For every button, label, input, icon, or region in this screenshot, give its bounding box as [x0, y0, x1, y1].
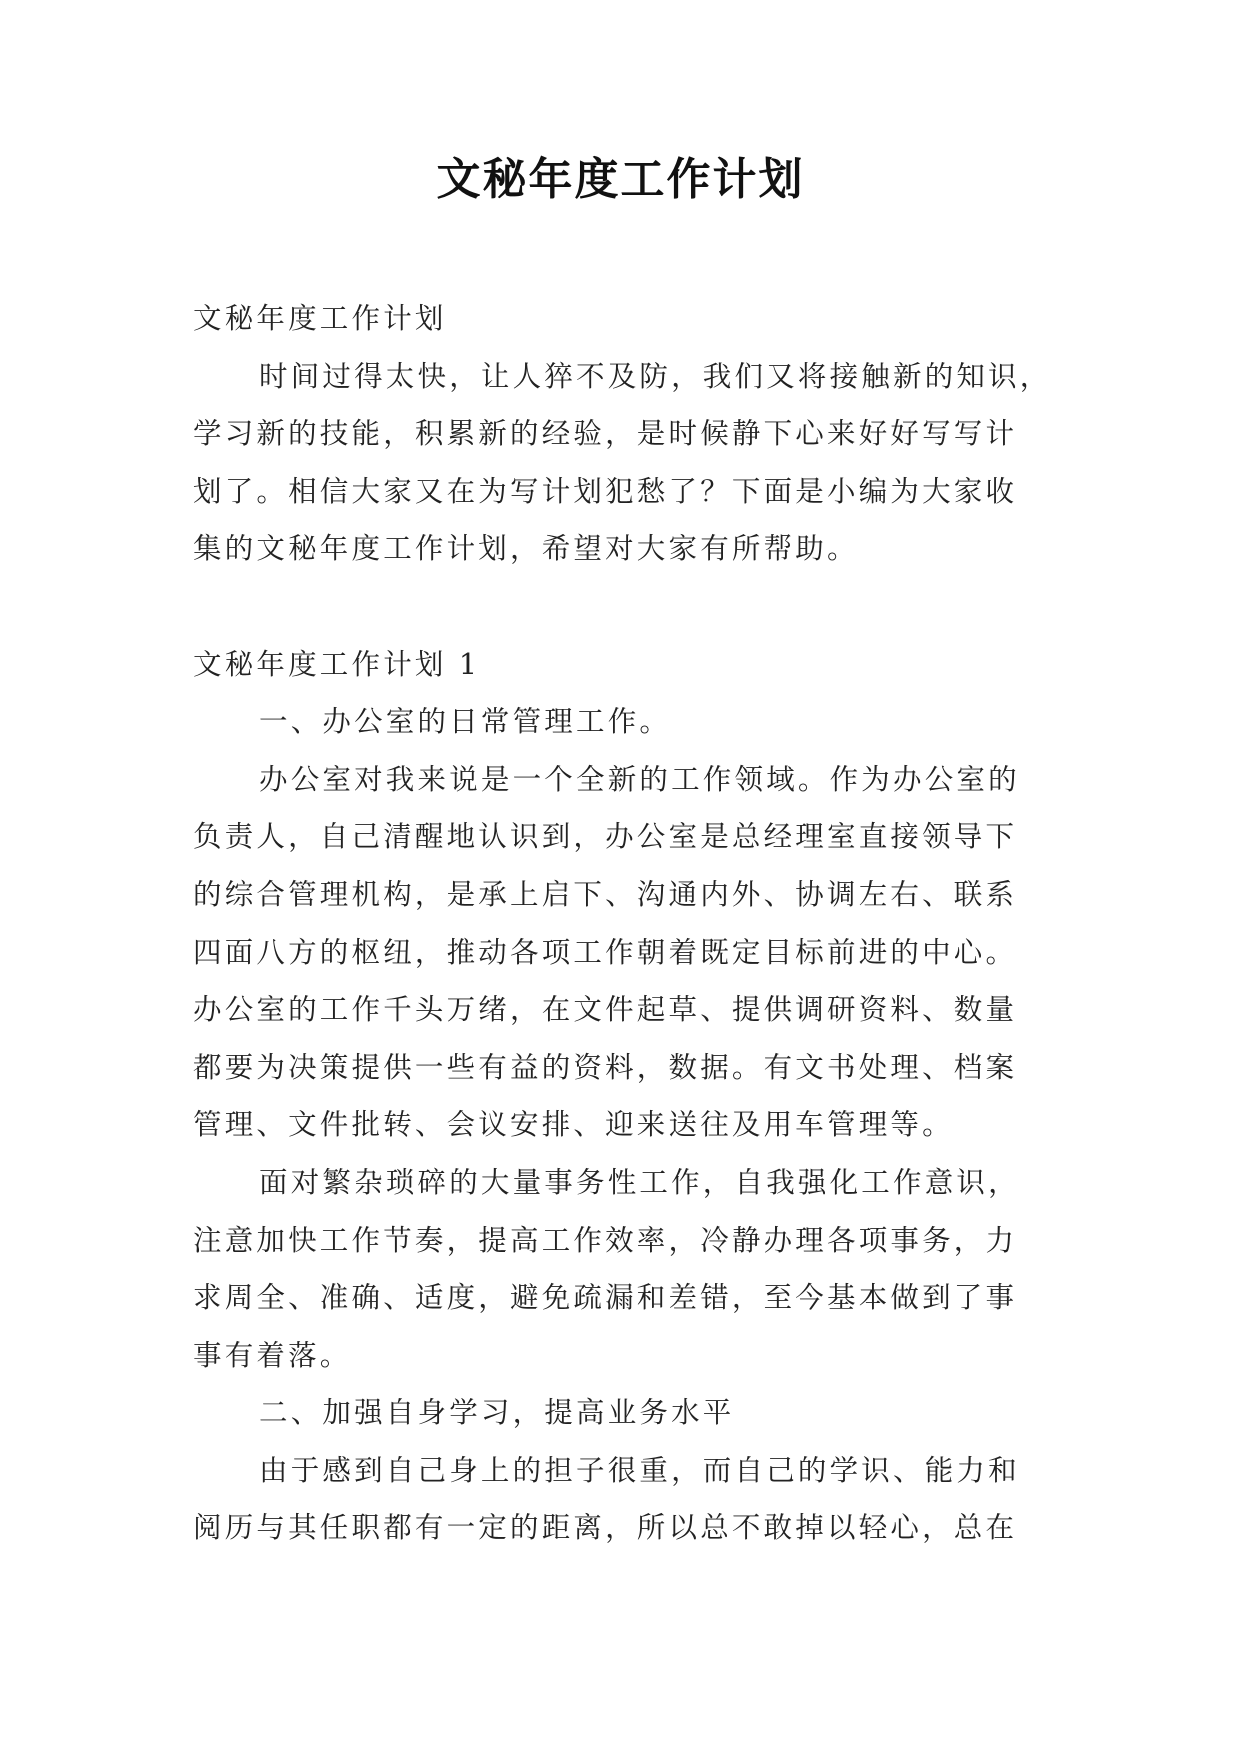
paragraph-1-line-3: 的综合管理机构，是承上启下、沟通内外、协调左右、联系	[193, 877, 1018, 911]
paragraph-1-line-6: 都要为决策提供一些有益的资料，数据。有文书处理、档案	[193, 1050, 1018, 1084]
document-body	[193, 290, 1073, 1557]
paragraph-2-line-4: 事有着落。	[193, 1338, 352, 1372]
intro-line-3: 划了。相信大家又在为写计划犯愁了？下面是小编为大家收	[193, 474, 1018, 508]
intro-line-2: 学习新的技能，积累新的经验，是时候静下心来好好写写计	[193, 417, 1018, 451]
paragraph-1-line-7: 管理、文件批转、会议安排、迎来送往及用车管理等。	[193, 1108, 954, 1142]
paragraph-1-line-4: 四面八方的枢纽，推动各项工作朝着既定目标前进的中心。	[193, 935, 1018, 969]
paragraph-1-line-5: 办公室的工作千头万绪，在文件起草、提供调研资料、数量	[193, 993, 1018, 1027]
paragraph-1-line-1: 办公室对我来说是一个全新的工作领域。作为办公室的	[259, 762, 1020, 796]
paragraph-3-line-1: 由于感到自己身上的担子很重，而自己的学识、能力和	[259, 1453, 1020, 1487]
subtitle-line: 文秘年度工作计划	[193, 302, 447, 335]
intro-line-1: 时间过得太快，让人猝不及防，我们又将接触新的知识，	[259, 359, 1052, 393]
paragraph-3-line-2: 阅历与其任职都有一定的距离，所以总不敢掉以轻心，总在	[193, 1511, 1018, 1545]
paragraph-1-line-2: 负责人，自己清醒地认识到，办公室是总经理室直接领导下	[193, 820, 1018, 854]
intro-line-4: 集的文秘年度工作计划，希望对大家有所帮助。	[193, 532, 859, 566]
paragraph-gap	[193, 578, 1073, 636]
item-heading-1: 一、办公室的日常管理工作。	[259, 705, 672, 739]
paragraph-2-line-3: 求周全、准确、适度，避免疏漏和差错，至今基本做到了事	[193, 1281, 1018, 1315]
section-heading: 文秘年度工作计划 1	[193, 647, 481, 681]
paragraph-2-line-1: 面对繁杂琐碎的大量事务性工作，自我强化工作意识，	[259, 1165, 1020, 1199]
item-heading-2: 二、加强自身学习，提高业务水平	[259, 1396, 735, 1430]
page-title: 文秘年度工作计划	[436, 154, 805, 205]
paragraph-2-line-2: 注意加快工作节奏，提高工作效率，冷静办理各项事务，力	[193, 1223, 1018, 1257]
